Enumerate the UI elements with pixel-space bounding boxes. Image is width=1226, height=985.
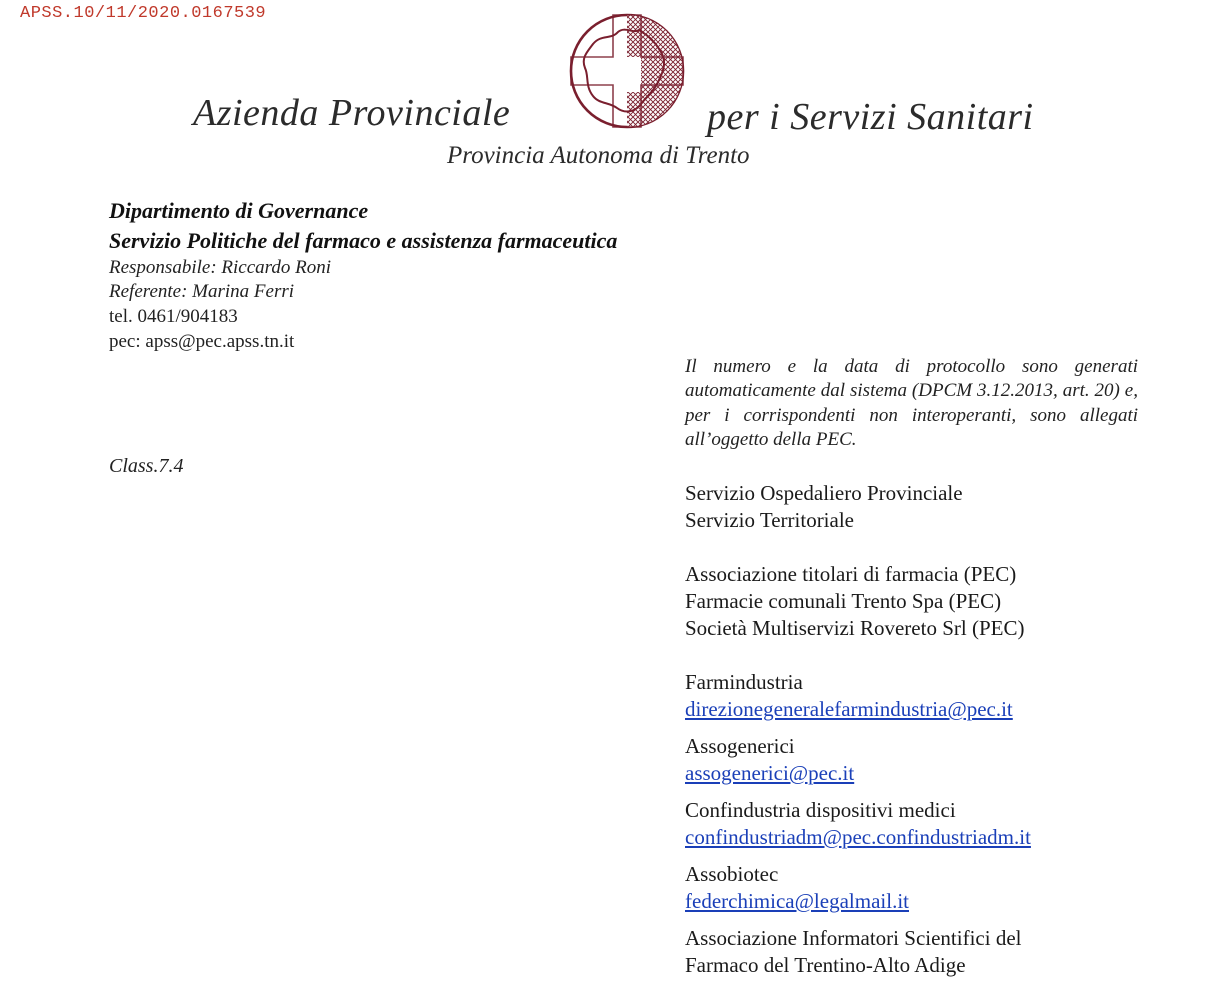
protocol-note: Il numero e la data di protocollo sono generati automaticamente dal sistema (DPCM 3.12.2013, art. 20) e, per i corrispondenti non interoperanti, sono allegati all’oggetto della PEC.	[685, 356, 1138, 450]
email-link-assobiotec[interactable]: federchimica@legalmail.it	[685, 889, 909, 913]
classification: Class.7.4	[109, 455, 184, 477]
service-name: Servizio Politiche del farmaco e assistenza farmaceutica	[109, 228, 618, 253]
responsabile: Responsabile: Riccardo Roni	[109, 257, 331, 278]
protocol-stamp: APSS.10/11/2020.0167539	[20, 4, 267, 23]
email-link-confindustria[interactable]: confindustriadm@pec.confindustriadm.it	[685, 825, 1031, 849]
recipient-confindustria: Confindustria dispositivi medici	[685, 798, 956, 822]
recipient-assobiotec: Assobiotec	[685, 862, 779, 886]
department-name: Dipartimento di Governance	[109, 198, 369, 223]
recipient-informatori-line2: Farmaco del Trentino-Alto Adige	[685, 953, 966, 977]
recipient-farmindustria: Farmindustria	[685, 670, 803, 694]
recipient-multiservizi: Società Multiservizi Rovereto Srl (PEC)	[685, 616, 1025, 640]
recipient-assogenerici: Assogenerici	[685, 734, 795, 758]
recipient-ospedaliero: Servizio Ospedaliero Provinciale	[685, 481, 963, 505]
pec-address: pec: apss@pec.apss.tn.it	[109, 331, 295, 352]
org-subtitle: Provincia Autonoma di Trento	[447, 142, 750, 169]
org-name-right: per i Servizi Sanitari	[707, 96, 1034, 138]
email-link-farmindustria[interactable]: direzionegeneralefarmindustria@pec.it	[685, 697, 1013, 721]
recipient-territoriale: Servizio Territoriale	[685, 508, 854, 532]
org-name-left: Azienda Provinciale	[193, 92, 511, 134]
recipient-farmacie-comunali: Farmacie comunali Trento Spa (PEC)	[685, 589, 1002, 613]
email-link-assogenerici[interactable]: assogenerici@pec.it	[685, 761, 855, 785]
telephone: tel. 0461/904183	[109, 306, 238, 327]
referente: Referente: Marina Ferri	[109, 281, 295, 302]
recipient-titolari-farmacia: Associazione titolari di farmacia (PEC)	[685, 562, 1017, 586]
recipient-informatori-line1: Associazione Informatori Scientifici del	[685, 926, 1022, 950]
apss-logo-icon	[563, 12, 691, 130]
